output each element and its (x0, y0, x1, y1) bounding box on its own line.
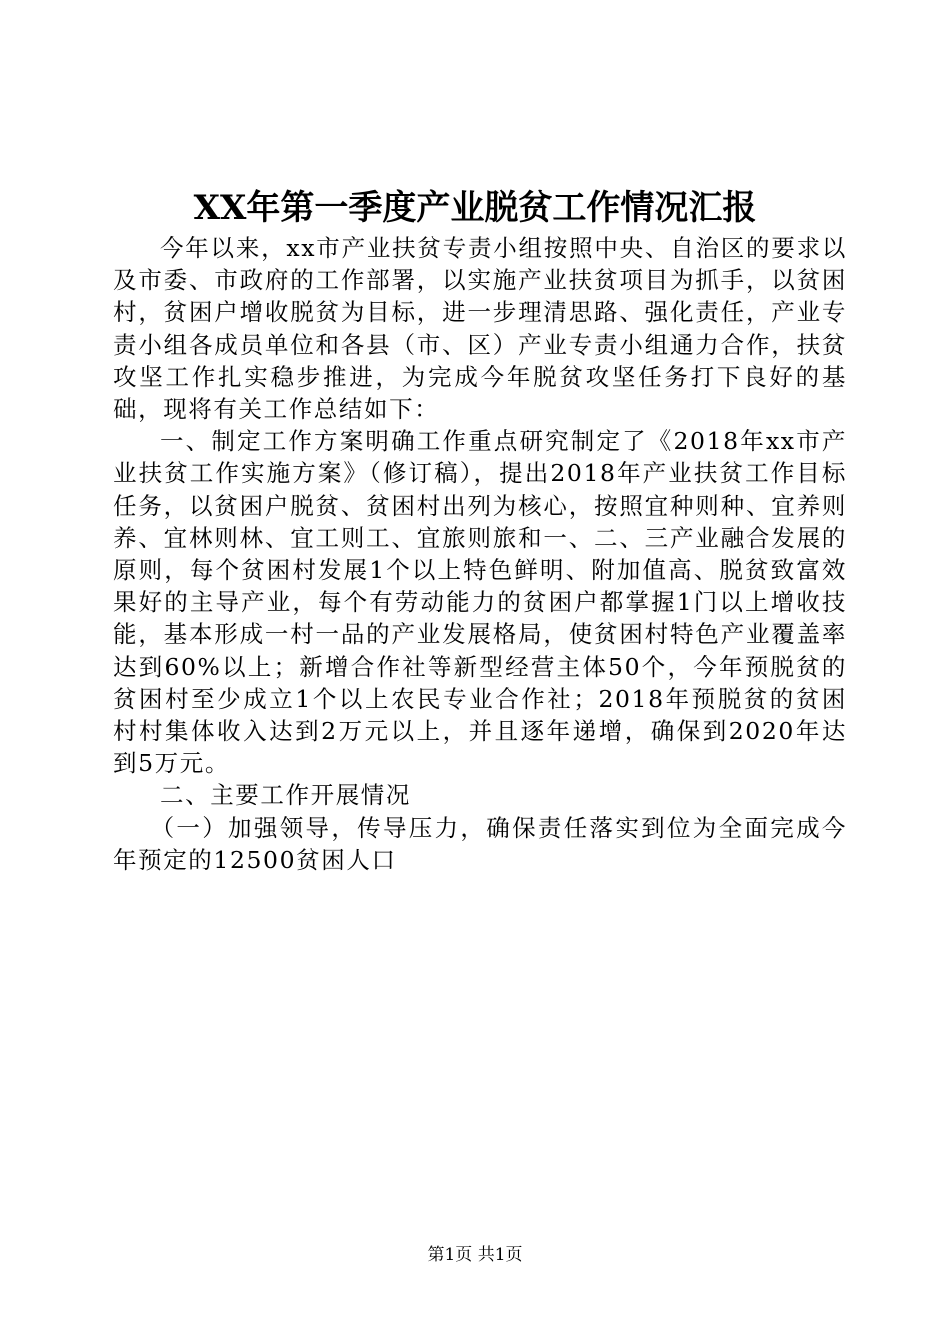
paragraph-subsection-one: （一）加强领导，传导压力，确保责任落实到位为全面完成今年预定的12500贫困人口 (113, 813, 847, 874)
document-title: XX年第一季度产业脱贫工作情况汇报 (193, 188, 757, 228)
paragraph-section-one: 一、制定工作方案明确工作重点研究制定了《2018年xx市产业扶贫工作实施方案》（修订稿），提出2018年产业扶贫工作目标任务，以贫困户脱贫、贫困村出列为核心，按照宜种则种、宜养则养、宜林则林、宜工则工、宜旅则旅和一、二、三产业融合发展的原则，每个贫困村发展1个以上特色鲜明、附加值高、脱贫致富效果好的主导产业，每个有劳动能力的贫困户都掌握1门以上增收技能，基本形成一村一品的产业发展格局，使贫困村特色产业覆盖率达到60%以上；新增合作社等新型经营主体50个，今年预脱贫的贫困村至少成立1个以上农民专业合作社；2018年预脱贫的贫困村村集体收入达到2万元以上，并且逐年递增，确保到2020年达到5万元。 (113, 427, 847, 778)
paragraph-intro: 今年以来，xx市产业扶贫专责小组按照中央、自治区的要求以及市委、市政府的工作部署，以实施产业扶贫项目为抓手，以贫困村，贫困户增收脱贫为目标，进一步理清思路、强化责任，产业专责小组各成员单位和各县（市、区）产业专责小组通力合作，扶贫攻坚工作扎实稳步推进，为完成今年脱贫攻坚任务打下良好的基础，现将有关工作总结如下： (113, 234, 847, 424)
document-body (113, 232, 847, 876)
heading-section-two: 二、主要工作开展情况 (160, 781, 411, 810)
page-footer: 第1页 共1页 (427, 1245, 523, 1265)
